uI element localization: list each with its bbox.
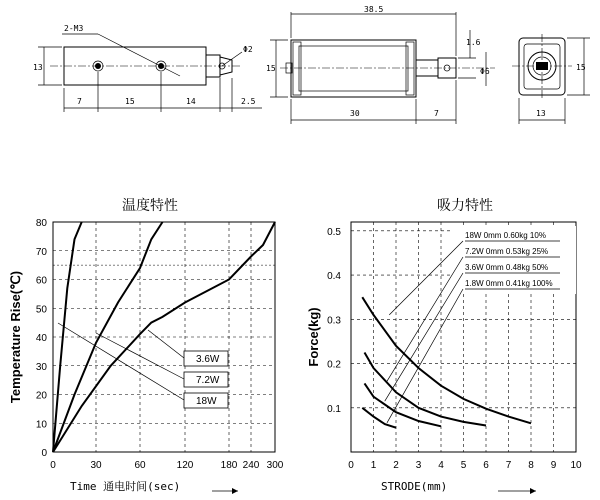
- temp-x-tick: 30: [90, 460, 102, 471]
- mount-hole-1-core: [95, 63, 101, 69]
- force-x-tick: 7: [505, 460, 512, 471]
- force-y-tick: 0.5: [327, 226, 341, 238]
- temp-y-tick: 20: [35, 390, 47, 402]
- temp-y-tick: 30: [35, 361, 47, 373]
- thread-leader: [98, 34, 180, 76]
- force-x-tick: 10: [570, 460, 582, 471]
- force-leader: [387, 289, 463, 423]
- force-leader: [389, 241, 463, 315]
- force-x-tick: 2: [393, 460, 399, 471]
- temp-y-ticks: [36, 218, 48, 459]
- force-ylabel: Force(kg): [306, 307, 321, 367]
- force-legend-entry: 3.6W 0mm 0.48kg 50%: [465, 263, 549, 272]
- dim-38-5: 38.5: [364, 5, 384, 14]
- force-leader: [385, 273, 463, 401]
- force-leader: [387, 257, 463, 381]
- force-y-ticks: [327, 227, 341, 415]
- force-x-tick: 4: [438, 460, 444, 471]
- temp-x-tick: 300: [266, 460, 284, 471]
- force-xlabel-arrowhead: [530, 488, 536, 494]
- force-legend: [452, 226, 576, 294]
- dim-15: 15: [125, 97, 135, 106]
- force-chart: [306, 197, 582, 494]
- temp-x-ticks: [50, 460, 284, 471]
- force-y-tick: 0.4: [327, 271, 341, 283]
- drawing-left-view: [33, 24, 262, 112]
- dim-15-left: 15: [266, 64, 276, 73]
- temperature-chart: [8, 197, 284, 494]
- force-x-tick: 9: [550, 460, 557, 471]
- temp-xlabel-arrowhead: [232, 488, 238, 494]
- force-y-tick: 0.2: [327, 359, 341, 371]
- leader-3-6w: [148, 330, 184, 358]
- temp-xlabel: Time 通电时间(sec): [70, 480, 181, 493]
- temp-x-tick: 180: [220, 460, 238, 471]
- force-curve-1: [365, 383, 442, 426]
- force-curve-3: [362, 297, 531, 423]
- frame-outline: [291, 40, 416, 97]
- force-legend-entry: 7.2W 0mm 0.53kg 25%: [465, 247, 549, 256]
- force-x-tick: 0: [348, 460, 354, 471]
- phi6-label: Φ6: [480, 67, 490, 76]
- force-curve-0: [362, 408, 396, 428]
- temp-x-tick: 60: [134, 460, 146, 471]
- series-label-7-2w: 7.2W: [196, 375, 220, 386]
- phi2-label: Φ2: [243, 45, 253, 54]
- temp-y-tick: 50: [35, 304, 47, 316]
- temp-y-tick: 10: [35, 419, 47, 431]
- left-height-dim: 13: [33, 63, 43, 72]
- force-x-tick: 1: [370, 460, 377, 471]
- dim-7: 7: [77, 97, 82, 106]
- temp-ylabel: Temperature Rise(℃): [8, 270, 23, 404]
- dim-7-mid: 7: [434, 109, 439, 118]
- force-y-tick: 0.1: [327, 403, 341, 415]
- series-label-18w: 18W: [196, 396, 217, 407]
- drawing-right-view: [512, 34, 590, 124]
- force-legend-entry: 1.8W 0mm 0.41kg 100%: [465, 279, 553, 288]
- temp-y-tick: 80: [35, 218, 47, 229]
- temp-grid: [53, 222, 275, 452]
- force-x-tick: 8: [528, 460, 534, 471]
- drawing-middle-view: [266, 5, 495, 124]
- temp-y-tick: 40: [35, 333, 47, 344]
- right-width-dim: 13: [536, 109, 546, 118]
- dim-1-6: 1.6: [466, 38, 481, 47]
- force-x-tick: 3: [415, 460, 422, 471]
- series-label-3-6w: 3.6W: [196, 354, 220, 365]
- temp-chart-title: 温度特性: [122, 198, 178, 214]
- coil-outline: [299, 46, 408, 91]
- thread-label: 2-M3: [64, 24, 84, 33]
- force-x-tick: 5: [460, 460, 467, 471]
- right-plate: [406, 42, 414, 95]
- temp-x-tick: 0: [50, 460, 56, 471]
- force-x-tick: 6: [483, 460, 489, 471]
- temp-y-tick: 70: [35, 246, 47, 258]
- force-chart-title: 吸力特性: [437, 198, 493, 214]
- left-plate: [293, 42, 301, 95]
- force-y-tick: 0.3: [327, 315, 341, 327]
- dim-2-5: 2.5: [241, 97, 256, 106]
- force-xlabel: STRODE(mm): [381, 480, 448, 493]
- temp-y-tick: 60: [35, 275, 47, 287]
- dim-30: 30: [350, 109, 360, 118]
- right-height-dim: 15: [576, 63, 586, 72]
- temp-x-tick: 240: [242, 460, 260, 471]
- force-x-ticks: [348, 460, 582, 471]
- temp-y-tick: 0: [41, 448, 47, 459]
- force-legend-entry: 18W 0mm 0.60kg 10%: [465, 231, 546, 240]
- temp-x-tick: 120: [176, 460, 194, 471]
- dim-14: 14: [186, 97, 196, 106]
